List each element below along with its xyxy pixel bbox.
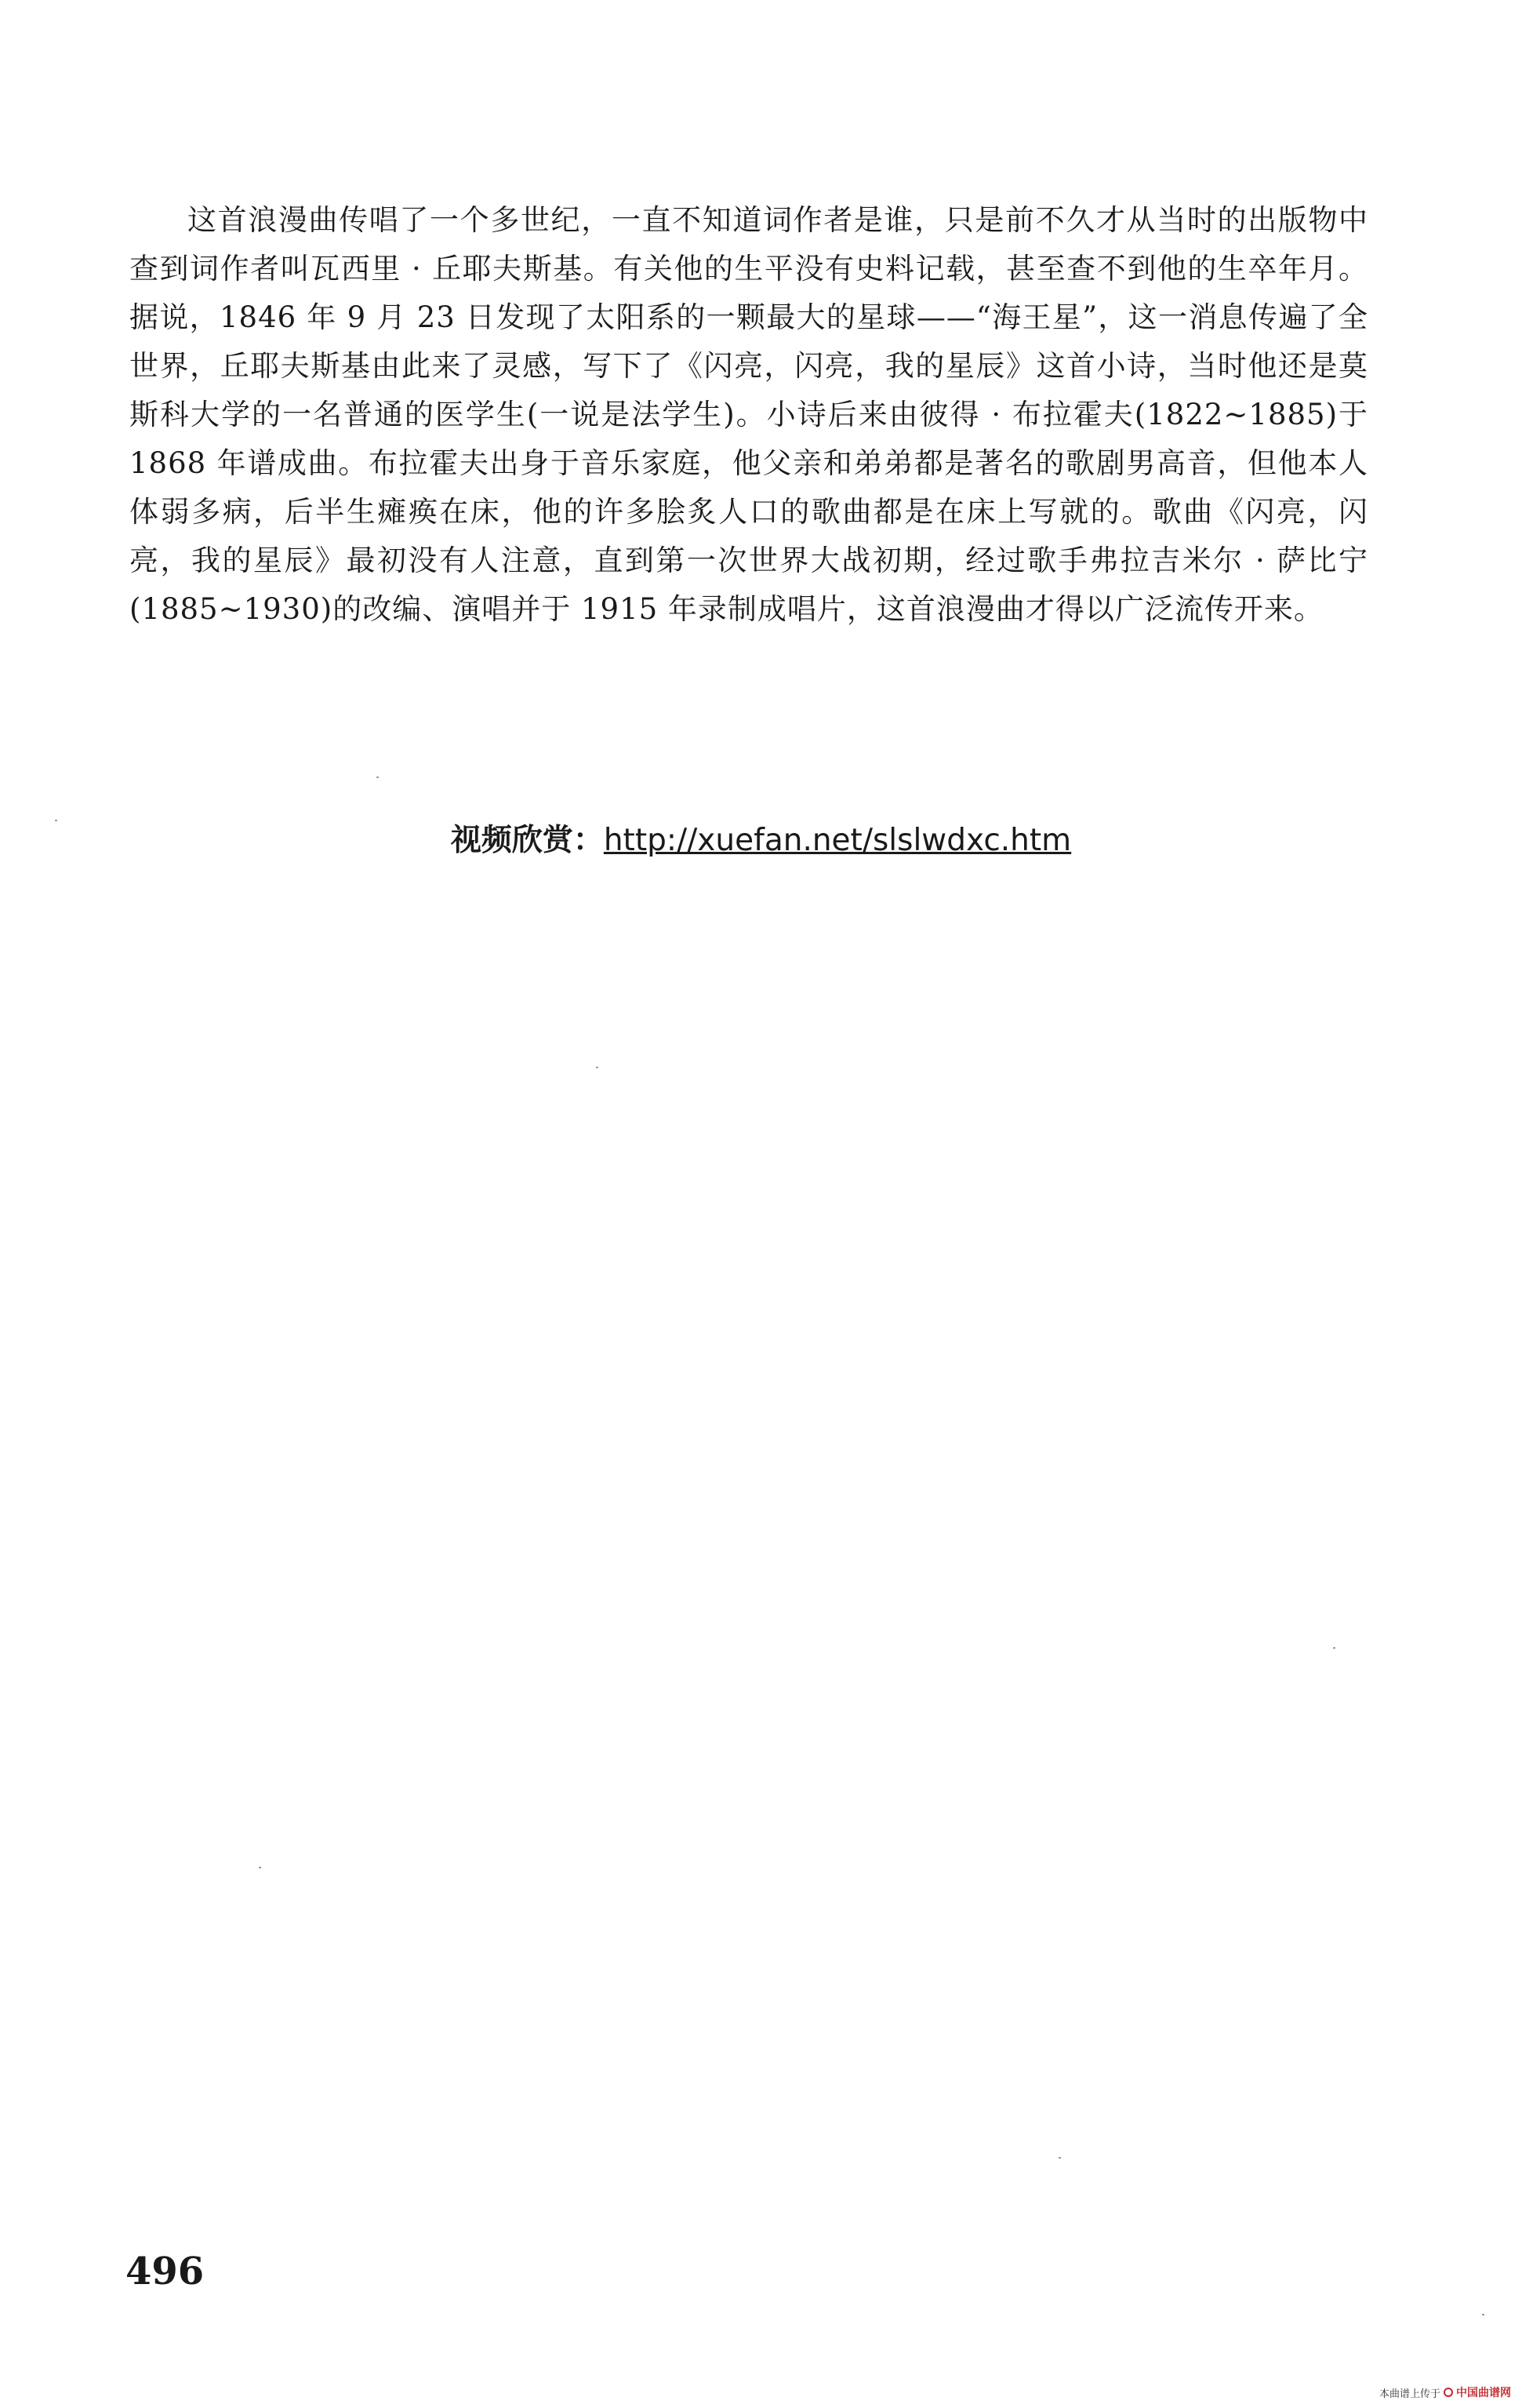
scan-speck	[596, 1067, 598, 1068]
paragraph: 这首浪漫曲传唱了一个多世纪，一直不知道词作者是谁，只是前不久才从当时的出版物中查到词作者叫瓦西里 · 丘耶夫斯基。有关他的生平没有史料记载，甚至查不到他的生卒年月。据说，1846 年 9 月 23 日发现了太阳系的一颗最大的星球——“海王星”，这一消息传遍了全世界，丘耶夫斯基由此来了灵感，写下了《闪亮，闪亮，我的星辰》这首小诗，当时他还是莫斯科大学的一名普通的医学生(一说是法学生)。小诗后来由彼得 · 布拉霍夫(1822~1885)于 1868 年谱成曲。布拉霍夫出身于音乐家庭，他父亲和弟弟都是著名的歌剧男高音，但他本人体弱多病，后半生瘫痪在床，他的许多脍炙人口的歌曲都是在床上写就的。歌曲《闪亮，闪亮，我的星辰》最初没有人注意，直到第一次世界大战初期，经过歌手弗拉吉米尔 · 萨比宁(1885~1930)的改编、演唱并于 1915 年录制成唱片，这首浪漫曲才得以广泛流传开来。	[129, 203, 1369, 626]
scan-speck	[259, 1867, 261, 1868]
video-line	[0, 816, 1522, 860]
scan-speck	[55, 820, 57, 821]
scan-speck	[1059, 2157, 1061, 2159]
page-number: 496	[125, 2250, 205, 2293]
upload-note	[1379, 2384, 1511, 2400]
body-text	[129, 196, 1368, 634]
scan-speck	[1482, 2314, 1484, 2315]
video-link[interactable]: http://xuefan.net/slslwdxc.htm	[603, 823, 1072, 858]
upload-note-text: 本曲谱上传于	[1379, 2388, 1440, 2400]
scan-speck	[1333, 1647, 1335, 1649]
scan-speck	[376, 777, 379, 778]
site-logo-icon	[1444, 2388, 1453, 2397]
video-label: 视频欣赏：	[450, 823, 604, 858]
site-name: 中国曲谱网	[1456, 2387, 1511, 2399]
